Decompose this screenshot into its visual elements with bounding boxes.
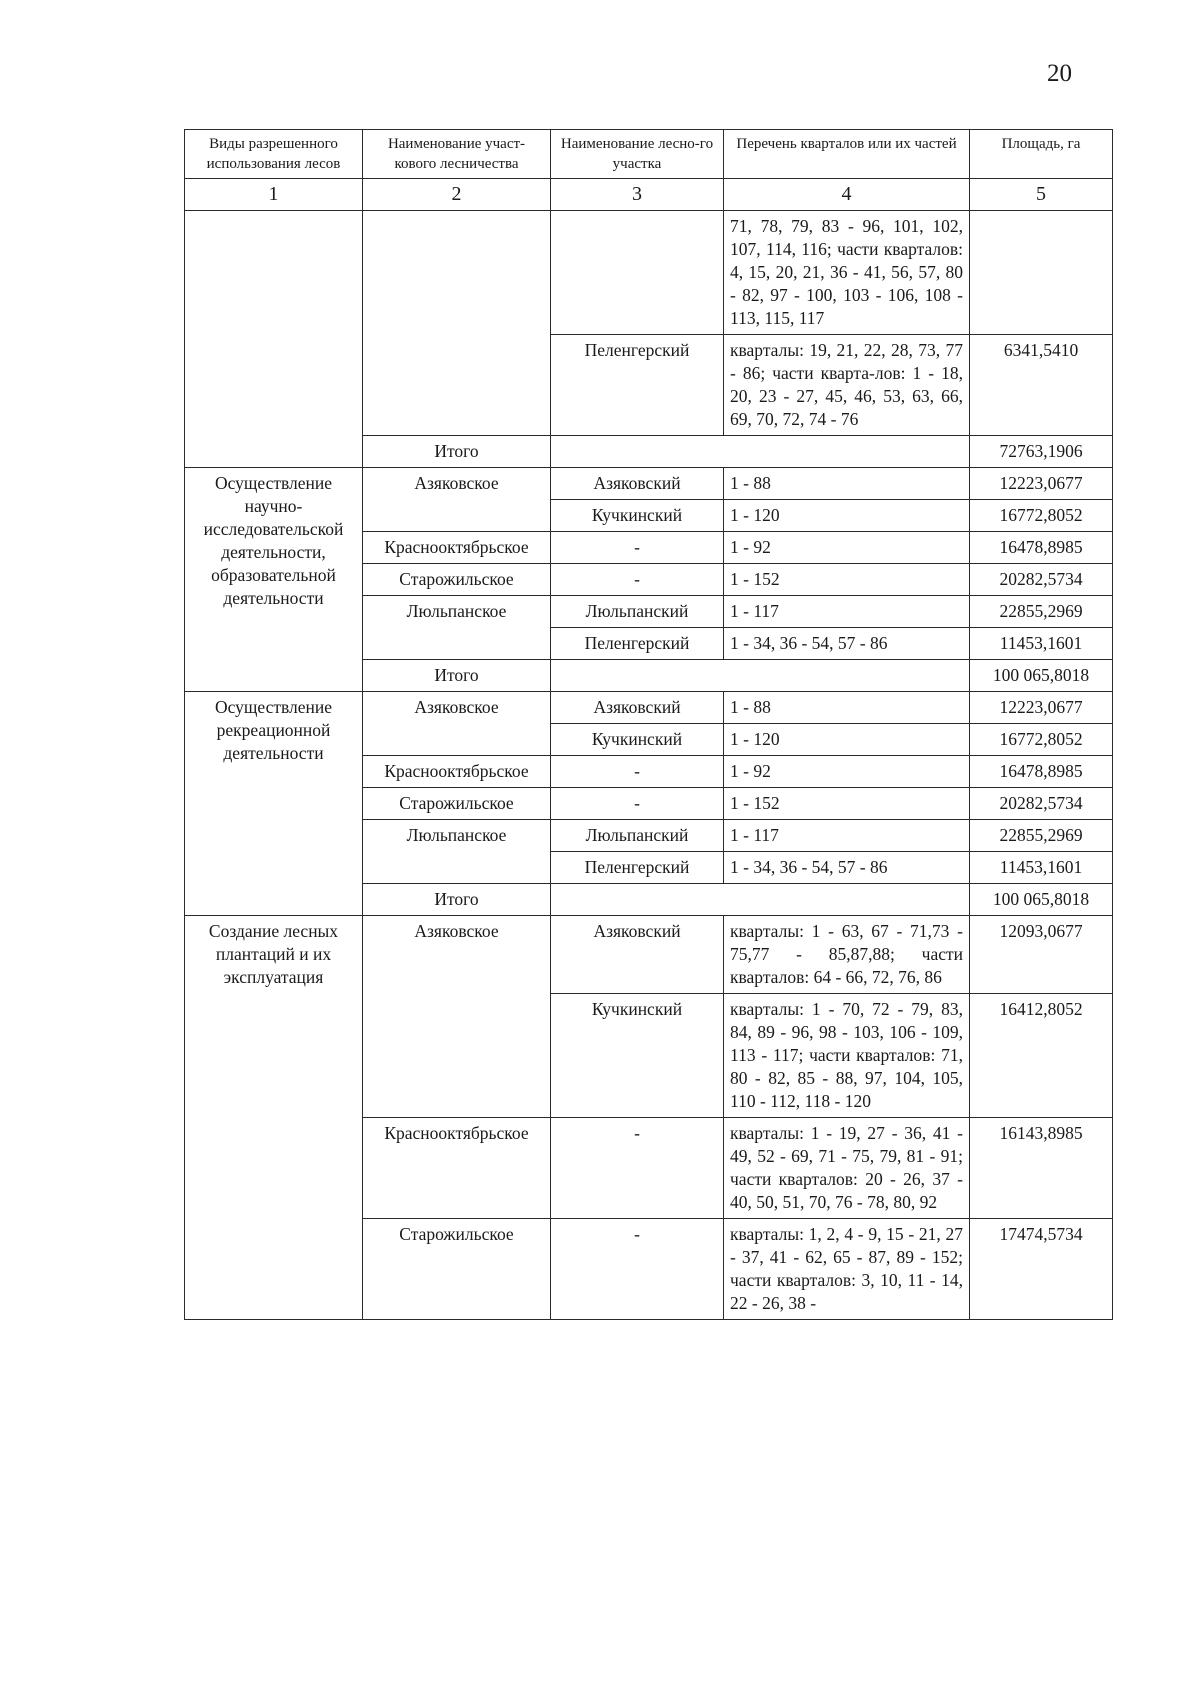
forestry-cell: Азяковское <box>363 468 551 532</box>
area-cell <box>970 211 1113 335</box>
area-cell: 22855,2969 <box>970 820 1113 852</box>
forestry-cell: Старожильское <box>363 1219 551 1320</box>
plot-cell: Кучкинский <box>551 994 724 1118</box>
quarters-cell: 1 - 92 <box>724 756 970 788</box>
area-cell: 20282,5734 <box>970 788 1113 820</box>
area-cell: 12223,0677 <box>970 692 1113 724</box>
header-quarters: Перечень кварталов или их частей <box>724 130 970 179</box>
quarters-cell: 1 - 88 <box>724 468 970 500</box>
header-area: Площадь, га <box>970 130 1113 179</box>
forest-use-table <box>184 129 1113 1320</box>
plot-cell: Люльпанский <box>551 820 724 852</box>
quarters-cell: 1 - 152 <box>724 564 970 596</box>
total-area: 72763,1906 <box>970 436 1113 468</box>
plot-cell: Азяковский <box>551 916 724 994</box>
area-cell: 20282,5734 <box>970 564 1113 596</box>
quarters-cell: кварталы: 1 - 70, 72 - 79, 83, 84, 89 - 96, 98 - 103, 106 - 109, 113 - 117; части кварталов: 71, 80 - 82, 85 - 88, 97, 104, 105, 110 - 112, 118 - 120 <box>724 994 970 1118</box>
total-label: Итого <box>363 436 551 468</box>
quarters-cell: 1 - 88 <box>724 692 970 724</box>
area-cell: 17474,5734 <box>970 1219 1113 1320</box>
page-number: 20 <box>1047 60 1072 87</box>
plot-cell: Азяковский <box>551 468 724 500</box>
area-cell: 12093,0677 <box>970 916 1113 994</box>
forestry-cell: Старожильское <box>363 564 551 596</box>
table-row <box>185 211 1113 335</box>
plot-cell: Азяковский <box>551 692 724 724</box>
column-number: 5 <box>970 179 1113 211</box>
area-cell: 16478,8985 <box>970 756 1113 788</box>
plot-cell: - <box>551 756 724 788</box>
header-forestry: Наименование участ-кового лесничества <box>363 130 551 179</box>
area-cell: 11453,1601 <box>970 628 1113 660</box>
use-type-cell: Осуществление научно-исследовательской деятельности, образовательной деятельности <box>185 468 363 692</box>
header-plot: Наименование лесно-го участка <box>551 130 724 179</box>
quarters-cell: кварталы: 1 - 63, 67 - 71,73 - 75,77 - 85,87,88; части кварталов: 64 - 66, 72, 76, 86 <box>724 916 970 994</box>
column-number: 4 <box>724 179 970 211</box>
use-type-cell: Осуществление рекреационной деятельности <box>185 692 363 916</box>
plot-cell: - <box>551 788 724 820</box>
quarters-cell: 1 - 117 <box>724 596 970 628</box>
forestry-cell: Люльпанское <box>363 596 551 660</box>
area-cell: 16772,8052 <box>970 500 1113 532</box>
area-cell: 16412,8052 <box>970 994 1113 1118</box>
forestry-cell: Краснооктябрьское <box>363 756 551 788</box>
total-empty-cell <box>551 436 970 468</box>
column-number-row <box>185 179 1113 211</box>
area-cell: 16143,8985 <box>970 1118 1113 1219</box>
total-empty-cell <box>551 660 970 692</box>
forestry-cell: Краснооктябрьское <box>363 1118 551 1219</box>
plot-cell: Пеленгерский <box>551 628 724 660</box>
total-label: Итого <box>363 884 551 916</box>
quarters-cell: 1 - 120 <box>724 500 970 532</box>
quarters-cell: 1 - 92 <box>724 532 970 564</box>
forestry-cell: Азяковское <box>363 916 551 1118</box>
quarters-cell: 1 - 34, 36 - 54, 57 - 86 <box>724 852 970 884</box>
area-cell: 11453,1601 <box>970 852 1113 884</box>
column-number: 3 <box>551 179 724 211</box>
quarters-cell: 1 - 152 <box>724 788 970 820</box>
forestry-cell: Старожильское <box>363 788 551 820</box>
column-number: 1 <box>185 179 363 211</box>
total-label: Итого <box>363 660 551 692</box>
table-header-row <box>185 130 1113 179</box>
area-cell: 22855,2969 <box>970 596 1113 628</box>
area-cell: 6341,5410 <box>970 335 1113 436</box>
table-row <box>185 692 1113 724</box>
table-row <box>185 468 1113 500</box>
plot-cell: - <box>551 1118 724 1219</box>
quarters-cell: 1 - 117 <box>724 820 970 852</box>
forestry-cell <box>363 211 551 436</box>
plot-cell: - <box>551 532 724 564</box>
quarters-cell: кварталы: 19, 21, 22, 28, 73, 77 - 86; части кварта-лов: 1 - 18, 20, 23 - 27, 45, 46, 53, 63, 66, 69, 70, 72, 74 - 76 <box>724 335 970 436</box>
column-number: 2 <box>363 179 551 211</box>
area-cell: 16772,8052 <box>970 724 1113 756</box>
forestry-cell: Краснооктябрьское <box>363 532 551 564</box>
plot-cell: Пеленгерский <box>551 335 724 436</box>
plot-cell: - <box>551 564 724 596</box>
area-cell: 12223,0677 <box>970 468 1113 500</box>
quarters-cell: 1 - 120 <box>724 724 970 756</box>
quarters-cell: 71, 78, 79, 83 - 96, 101, 102, 107, 114, 116; части кварталов: 4, 15, 20, 21, 36 - 41, 56, 57, 80 - 82, 97 - 100, 103 - 106, 108 - 113, 115, 117 <box>724 211 970 335</box>
plot-cell: Кучкинский <box>551 500 724 532</box>
quarters-cell: кварталы: 1, 2, 4 - 9, 15 - 21, 27 - 37, 41 - 62, 65 - 87, 89 - 152; части кварталов: 3, 10, 11 - 14, 22 - 26, 38 - <box>724 1219 970 1320</box>
total-empty-cell <box>551 884 970 916</box>
total-area: 100 065,8018 <box>970 884 1113 916</box>
quarters-cell: 1 - 34, 36 - 54, 57 - 86 <box>724 628 970 660</box>
area-cell: 16478,8985 <box>970 532 1113 564</box>
forestry-cell: Люльпанское <box>363 820 551 884</box>
use-type-cell <box>185 211 363 468</box>
total-area: 100 065,8018 <box>970 660 1113 692</box>
plot-cell: Люльпанский <box>551 596 724 628</box>
header-use-type: Виды разрешенного использования лесов <box>185 130 363 179</box>
forestry-cell: Азяковское <box>363 692 551 756</box>
table-row <box>185 916 1113 994</box>
quarters-cell: кварталы: 1 - 19, 27 - 36, 41 - 49, 52 - 69, 71 - 75, 79, 81 - 91; части кварталов: 20 - 26, 37 - 40, 50, 51, 70, 76 - 78, 80, 92 <box>724 1118 970 1219</box>
plot-cell: Кучкинский <box>551 724 724 756</box>
plot-cell: - <box>551 1219 724 1320</box>
use-type-cell: Создание лесных плантаций и их эксплуатация <box>185 916 363 1320</box>
plot-cell: Пеленгерский <box>551 852 724 884</box>
plot-cell <box>551 211 724 335</box>
